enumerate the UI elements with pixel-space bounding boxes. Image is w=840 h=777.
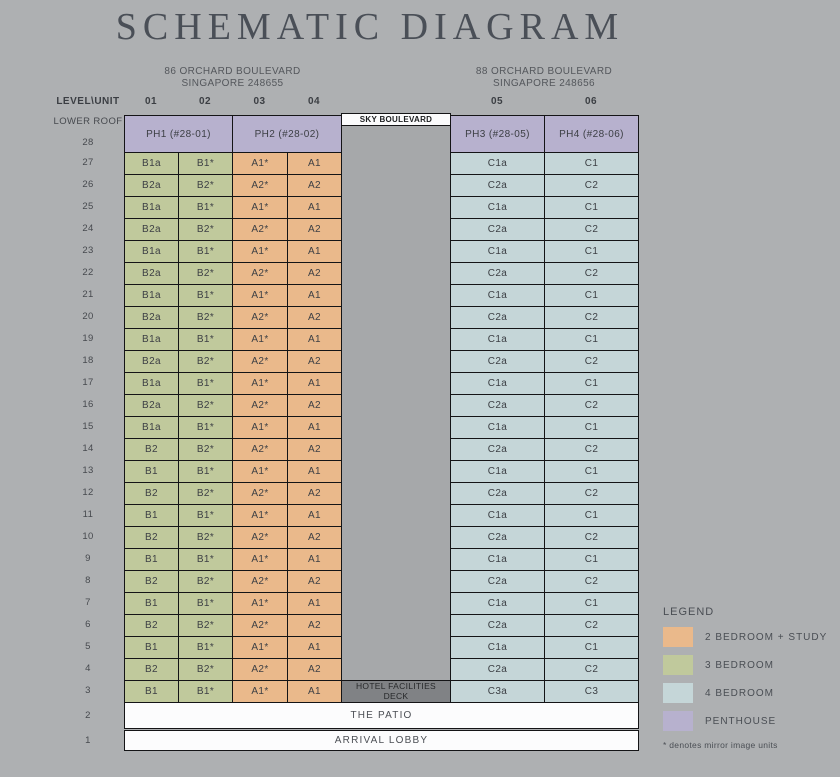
unit-cell: A2 — [287, 262, 342, 285]
legend-item — [663, 711, 776, 731]
unit-cell: B1a — [124, 284, 179, 307]
level-label-26: 26 — [82, 179, 94, 190]
level-label-20: 20 — [82, 311, 94, 322]
legend-item — [663, 655, 774, 675]
unit-header-02: 02 — [198, 96, 212, 107]
unit-cell: A1 — [287, 372, 342, 395]
unit-cell: B1* — [178, 196, 233, 219]
unit-cell: A1* — [232, 152, 288, 175]
unit-cell: A2* — [232, 658, 288, 681]
legend-swatch — [663, 711, 693, 731]
legend-title: LEGEND — [663, 606, 715, 618]
unit-cell: A1 — [287, 548, 342, 571]
unit-cell: B1 — [124, 592, 179, 615]
unit-cell: A1 — [287, 592, 342, 615]
unit-cell: B2* — [178, 306, 233, 329]
unit-cell: C2 — [544, 218, 639, 241]
level-label-23: 23 — [82, 245, 94, 256]
unit-cell: C2a — [450, 218, 545, 241]
building-86-address — [124, 66, 341, 89]
level-label-24: 24 — [82, 223, 94, 234]
unit-cell: B1* — [178, 504, 233, 527]
unit-cell: B1a — [124, 240, 179, 263]
building-88-address — [450, 66, 638, 89]
unit-cell: C2 — [544, 570, 639, 593]
unit-cell: A1 — [287, 460, 342, 483]
the-patio-row: THE PATIO — [124, 702, 639, 729]
unit-cell: C1 — [544, 460, 639, 483]
unit-cell: A1* — [232, 680, 288, 703]
unit-cell: A2 — [287, 174, 342, 197]
level-label-8: 8 — [85, 575, 91, 586]
unit-cell: A1 — [287, 284, 342, 307]
building-88-name: 88 ORCHARD BOULEVARD — [475, 66, 613, 77]
legend-item-label: 3 BEDROOM — [705, 659, 775, 671]
unit-cell: C1a — [450, 240, 545, 263]
unit-cell: A2* — [232, 218, 288, 241]
unit-cell: A1 — [287, 416, 342, 439]
unit-cell: A1* — [232, 636, 288, 659]
unit-cell: B2 — [124, 438, 179, 461]
unit-cell: A2 — [287, 614, 342, 637]
unit-cell: B2* — [178, 438, 233, 461]
unit-cell: B1* — [178, 416, 233, 439]
unit-cell: A2* — [232, 438, 288, 461]
unit-cell: A1* — [232, 284, 288, 307]
unit-cell: B1a — [124, 416, 179, 439]
unit-cell: A1* — [232, 196, 288, 219]
unit-cell: C1 — [544, 636, 639, 659]
level-label-21: 21 — [82, 289, 94, 300]
unit-cell: C1 — [544, 592, 639, 615]
unit-cell: B1 — [124, 636, 179, 659]
unit-cell: C2a — [450, 394, 545, 417]
unit-cell: C2a — [450, 614, 545, 637]
legend-item — [663, 683, 774, 703]
unit-cell: C1a — [450, 636, 545, 659]
unit-cell: B2* — [178, 570, 233, 593]
unit-cell: A2 — [287, 658, 342, 681]
unit-cell: A1 — [287, 680, 342, 703]
unit-cell: A1* — [232, 592, 288, 615]
unit-cell: A2 — [287, 570, 342, 593]
central-void-column — [341, 115, 451, 703]
legend-swatch — [663, 627, 693, 647]
level-unit-header: LEVEL\UNIT — [56, 96, 120, 107]
unit-cell: C2 — [544, 394, 639, 417]
arrival-lobby-row: ARRIVAL LOBBY — [124, 730, 639, 751]
unit-cell: C1 — [544, 372, 639, 395]
hotel-facilities-deck: HOTEL FACILITIES DECK — [341, 680, 451, 703]
unit-cell: C2 — [544, 350, 639, 373]
unit-cell: B1a — [124, 152, 179, 175]
page-title: SCHEMATIC DIAGRAM — [115, 6, 625, 48]
unit-cell: C2a — [450, 658, 545, 681]
unit-cell: A2* — [232, 526, 288, 549]
level-label-13: 13 — [82, 465, 94, 476]
unit-cell: B1* — [178, 592, 233, 615]
level-label-10: 10 — [82, 531, 94, 542]
level-label-1: 1 — [85, 735, 91, 746]
level-label-15: 15 — [82, 421, 94, 432]
unit-cell: C2 — [544, 306, 639, 329]
unit-cell: C2 — [544, 614, 639, 637]
unit-cell: B2* — [178, 350, 233, 373]
unit-cell: C1a — [450, 328, 545, 351]
unit-cell: C2a — [450, 570, 545, 593]
unit-cell: A1 — [287, 504, 342, 527]
unit-cell: B2* — [178, 394, 233, 417]
level-label-16: 16 — [82, 399, 94, 410]
unit-cell: B2a — [124, 306, 179, 329]
unit-cell: C2 — [544, 526, 639, 549]
unit-cell: A2* — [232, 394, 288, 417]
unit-cell: B2 — [124, 658, 179, 681]
unit-cell: B2 — [124, 570, 179, 593]
legend-item — [663, 627, 827, 647]
unit-cell: B1* — [178, 636, 233, 659]
unit-cell: C1 — [544, 416, 639, 439]
unit-cell: A1 — [287, 636, 342, 659]
level-label-7: 7 — [85, 597, 91, 608]
unit-cell: B2a — [124, 262, 179, 285]
unit-cell: A2* — [232, 350, 288, 373]
level-label-25: 25 — [82, 201, 94, 212]
unit-cell: A1* — [232, 328, 288, 351]
unit-cell: C1a — [450, 416, 545, 439]
unit-cell: C1a — [450, 592, 545, 615]
unit-cell: A1* — [232, 372, 288, 395]
building-86-name: 86 ORCHARD BOULEVARD — [164, 66, 301, 77]
unit-cell: A2 — [287, 350, 342, 373]
unit-header-01: 01 — [144, 96, 158, 107]
unit-cell: C2a — [450, 306, 545, 329]
unit-header-06: 06 — [584, 96, 598, 107]
unit-cell: A2 — [287, 306, 342, 329]
unit-cell: B1 — [124, 460, 179, 483]
unit-cell: B1a — [124, 372, 179, 395]
unit-cell: B2 — [124, 482, 179, 505]
unit-cell: C2a — [450, 174, 545, 197]
level-label-lower-roof: LOWER ROOF — [53, 116, 123, 127]
unit-cell: B1a — [124, 328, 179, 351]
unit-cell: B2a — [124, 174, 179, 197]
unit-cell: A1* — [232, 460, 288, 483]
unit-cell: C2a — [450, 526, 545, 549]
unit-cell: C2 — [544, 262, 639, 285]
unit-header-03: 03 — [253, 96, 266, 107]
unit-cell: B2a — [124, 394, 179, 417]
unit-cell: B1* — [178, 460, 233, 483]
penthouse-cell: PH3 (#28-05) — [450, 115, 545, 153]
sky-boulevard-label: SKY BOULEVARD — [341, 113, 451, 126]
level-label-17: 17 — [82, 377, 94, 388]
level-label-12: 12 — [82, 487, 94, 498]
unit-cell: B2* — [178, 262, 233, 285]
unit-cell: C1 — [544, 284, 639, 307]
unit-cell: B2a — [124, 218, 179, 241]
unit-cell: A1 — [287, 328, 342, 351]
unit-cell: A1 — [287, 152, 342, 175]
legend-item-label: 4 BEDROOM — [705, 687, 775, 699]
legend-item-label: 2 BEDROOM + STUDY — [705, 631, 828, 643]
unit-cell: A2 — [287, 394, 342, 417]
unit-cell: B1* — [178, 284, 233, 307]
building-86-postal: SINGAPORE 248655 — [181, 77, 284, 89]
unit-cell: C1 — [544, 240, 639, 263]
unit-cell: A2 — [287, 526, 342, 549]
unit-cell: B1 — [124, 548, 179, 571]
unit-cell: C2 — [544, 174, 639, 197]
level-label-9: 9 — [85, 553, 91, 564]
level-label-18: 18 — [82, 355, 94, 366]
unit-cell: A1 — [287, 240, 342, 263]
unit-cell: A1* — [232, 240, 288, 263]
unit-cell: C1 — [544, 152, 639, 175]
unit-cell: C1a — [450, 504, 545, 527]
unit-cell: A2* — [232, 306, 288, 329]
unit-cell: C3 — [544, 680, 639, 703]
unit-cell: C1a — [450, 548, 545, 571]
legend-swatch — [663, 683, 693, 703]
unit-cell: A2 — [287, 438, 342, 461]
unit-cell: C1a — [450, 284, 545, 307]
unit-cell: C1 — [544, 548, 639, 571]
legend-item-label: PENTHOUSE — [705, 715, 777, 727]
unit-cell: B2 — [124, 614, 179, 637]
unit-cell: A2 — [287, 482, 342, 505]
building-88-postal: SINGAPORE 248656 — [492, 77, 595, 89]
unit-cell: A2* — [232, 570, 288, 593]
unit-cell: C2a — [450, 482, 545, 505]
unit-cell: B1* — [178, 680, 233, 703]
unit-cell: B1* — [178, 152, 233, 175]
unit-cell: C2a — [450, 262, 545, 285]
level-label-6: 6 — [85, 619, 91, 630]
unit-header-04: 04 — [307, 96, 321, 107]
unit-cell: B1* — [178, 372, 233, 395]
unit-cell: C2a — [450, 438, 545, 461]
unit-cell: C1 — [544, 328, 639, 351]
unit-cell: B2a — [124, 350, 179, 373]
unit-cell: A2* — [232, 174, 288, 197]
unit-cell: C2 — [544, 438, 639, 461]
unit-cell: A2* — [232, 262, 288, 285]
unit-cell: B2* — [178, 526, 233, 549]
unit-cell: B1* — [178, 240, 233, 263]
unit-cell: C1a — [450, 196, 545, 219]
unit-cell: C1 — [544, 196, 639, 219]
unit-cell: B1* — [178, 548, 233, 571]
unit-cell: B2* — [178, 614, 233, 637]
level-label-28: 28 — [82, 137, 94, 148]
penthouse-cell: PH4 (#28-06) — [544, 115, 639, 153]
unit-cell: C2a — [450, 350, 545, 373]
unit-cell: B1 — [124, 504, 179, 527]
level-label-11: 11 — [82, 509, 94, 520]
unit-cell: A1* — [232, 416, 288, 439]
legend-swatch — [663, 655, 693, 675]
unit-cell: B2* — [178, 482, 233, 505]
level-label-2: 2 — [85, 710, 91, 721]
level-label-3: 3 — [85, 685, 91, 696]
unit-cell: B2* — [178, 174, 233, 197]
unit-cell: B1 — [124, 680, 179, 703]
unit-cell: A1* — [232, 504, 288, 527]
penthouse-cell: PH1 (#28-01) — [124, 115, 233, 153]
unit-cell: B2 — [124, 526, 179, 549]
unit-cell: A2 — [287, 218, 342, 241]
unit-cell: C1a — [450, 460, 545, 483]
unit-cell: C2 — [544, 658, 639, 681]
level-label-5: 5 — [85, 641, 91, 652]
level-label-14: 14 — [82, 443, 94, 454]
unit-cell: C1a — [450, 152, 545, 175]
unit-cell: A2* — [232, 482, 288, 505]
level-label-27: 27 — [82, 157, 94, 168]
unit-cell: C1a — [450, 372, 545, 395]
penthouse-cell: PH2 (#28-02) — [232, 115, 342, 153]
legend-footnote: * denotes mirror image units — [663, 740, 778, 750]
level-label-19: 19 — [82, 333, 94, 344]
unit-cell: B2* — [178, 218, 233, 241]
unit-cell: B1* — [178, 328, 233, 351]
unit-cell: A2* — [232, 614, 288, 637]
unit-cell: A1 — [287, 196, 342, 219]
level-label-4: 4 — [85, 663, 91, 674]
unit-cell: B2* — [178, 658, 233, 681]
level-label-22: 22 — [82, 267, 94, 278]
unit-cell: B1a — [124, 196, 179, 219]
unit-cell: C3a — [450, 680, 545, 703]
unit-cell: C1 — [544, 504, 639, 527]
unit-cell: C2 — [544, 482, 639, 505]
unit-cell: A1* — [232, 548, 288, 571]
unit-header-05: 05 — [490, 96, 504, 107]
